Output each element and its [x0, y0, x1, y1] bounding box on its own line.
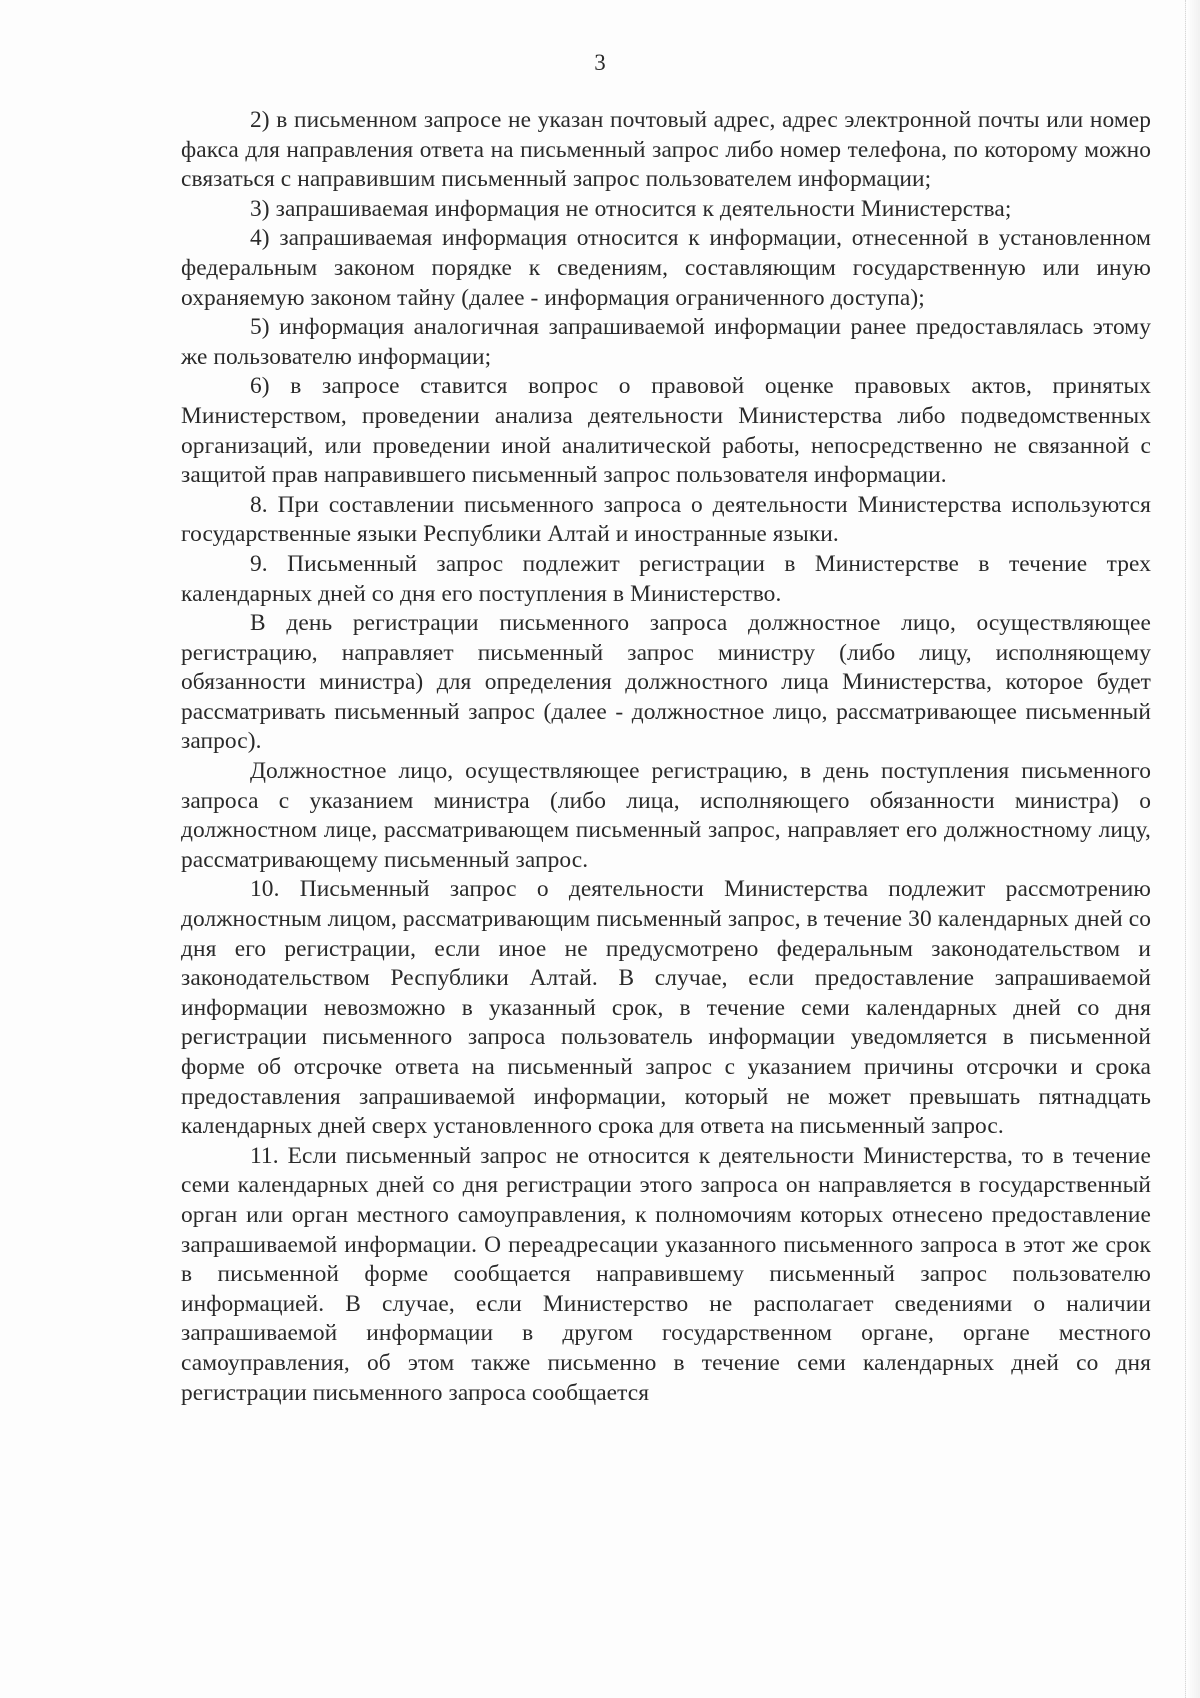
- paragraph-registration-day: В день регистрации письменного запроса должностное лицо, осуществляющее регистрацию, направляет письменный запрос министру (либо лицу, исполняющему обязанности министра) для определения должностного лица Министерства, которое будет рассматривать письменный запрос (далее - должностное лицо, рассматривающее письменный запрос).: [181, 610, 1151, 755]
- paragraph-item-5: 5) информация аналогичная запрашиваемой информации ранее предоставлялась этому же пользователю информации;: [181, 314, 1151, 370]
- paragraph-section-11: 11. Если письменный запрос не относится к деятельности Министерства, то в течение семи календарных дней со дня регистрации этого запроса он направляется в государственный орган или орган местного самоуправления, к полномочиям которых отнесено предоставление запрашиваемой информации. О переадресации указанного письменного запроса в этот же срок в письменной форме сообщается направившему письменный запрос пользователю информацией. В случае, если Министерство не располагает сведениями о наличии запрашиваемой информации в другом государственном органе, органе местного самоуправления, об этом также письменно в течение семи календарных дней со дня регистрации письменного запроса сообщается: [181, 1142, 1151, 1406]
- paragraph-section-9: 9. Письменный запрос подлежит регистрации в Министерстве в течение трех календарных дней со дня его поступления в Министерство.: [181, 550, 1151, 607]
- paragraph-section-10: 10. Письменный запрос о деятельности Министерства подлежит рассмотрению должностным лицом, рассматривающим письменный запрос, в течение 30 календарных дней со дня его регистрации, если иное не предусмотрено федеральным законодательством и законодательством Республики Алтай. В случае, если предоставление запрашиваемой информации невозможно в указанный срок, в течение семи календарных дней со дня регистрации письменного запроса пользователь информации уведомляется в письменной форме об отсрочке ответа на письменный запрос с указанием причины отсрочки и срока предоставления запрашиваемой информации, который не может превышать пятнадцать календарных дней сверх установленного срока для ответа на письменный запрос.: [181, 876, 1151, 1140]
- paragraph-item-3: 3) запрашиваемая информация не относится к деятельности Министерства;: [250, 195, 1012, 222]
- paragraph-item-2: 2) в письменном запросе не указан почтовый адрес, адрес электронной почты или номер факса для направления ответа на письменный запрос либо номер телефона, по которому можно связаться с направившим письменный запрос пользователем информации;: [181, 107, 1151, 193]
- scan-edge: [1185, 0, 1200, 1698]
- paragraph-item-6: 6) в запросе ставится вопрос о правовой оценке правовых актов, принятых Министерством, проведении анализа деятельности Министерства либо подведомственных организаций, или проведении иной аналитической работы, непосредственно не связанной с защитой прав направившего письменный запрос пользователя информации.: [181, 373, 1151, 489]
- paragraph-section-8: 8. При составлении письменного запроса о деятельности Министерства используются государственные языки Республики Алтай и иностранные языки.: [181, 491, 1151, 548]
- document-body: [181, 106, 1151, 1408]
- paragraph-official-registration: Должностное лицо, осуществляющее регистрацию, в день поступления письменного запроса с указанием министра (либо лица, исполняющего обязанности министра) о должностном лице, рассматривающем письменный запрос, направляет его должностному лицу, рассматривающему письменный запрос.: [181, 758, 1151, 873]
- page-number: 3: [594, 50, 606, 75]
- paragraph-item-4: 4) запрашиваемая информация относится к информации, отнесенной в установленном федеральным законом порядке к сведениям, составляющим государственную или иную охраняемую законом тайну (далее - информация ограниченного доступа);: [181, 225, 1151, 311]
